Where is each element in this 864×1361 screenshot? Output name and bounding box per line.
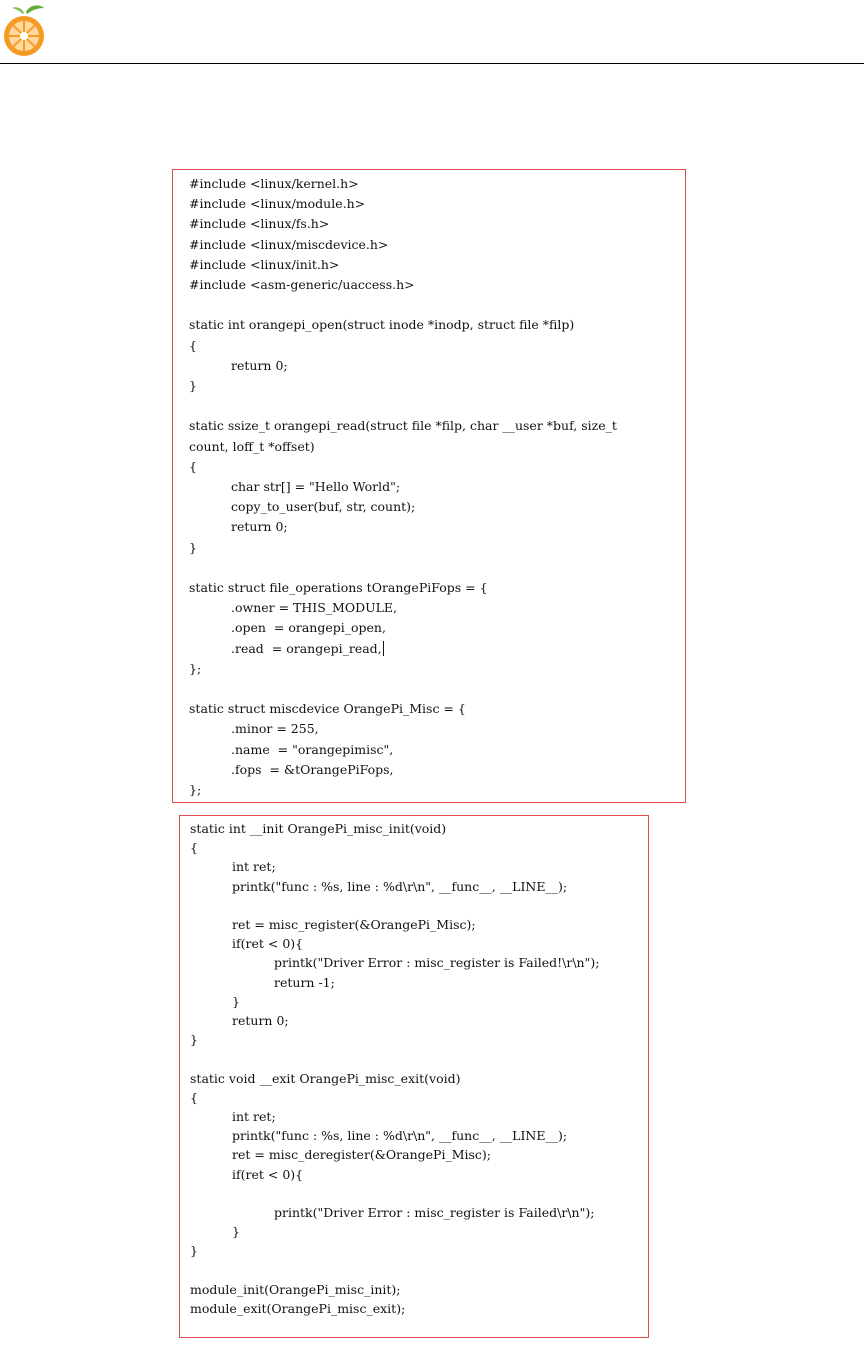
text-cursor: [383, 641, 384, 656]
code-line: module_init(OrangePi_misc_init);: [190, 1281, 401, 1297]
code-line: }: [232, 1224, 240, 1240]
code-line: static int orangepi_open(struct inode *inodp, struct file *filp): [189, 317, 575, 333]
code-line: }: [189, 539, 197, 555]
code-block-driver-fops: [172, 169, 686, 803]
code-line: }: [190, 1243, 198, 1259]
code-line: }: [189, 378, 197, 393]
code-line: }: [190, 1032, 198, 1048]
code-line: #include <asm-generic/uaccess.h>: [189, 277, 415, 292]
header-rule: [0, 63, 864, 64]
code-line: {: [189, 458, 197, 474]
code-line: static struct file_operations tOrangePiFops = {: [189, 580, 488, 595]
code-line: ret = misc_register(&OrangePi_Misc);: [232, 917, 476, 932]
code-line: int ret;: [232, 1109, 276, 1124]
code-line: copy_to_user(buf, str, count);: [231, 499, 416, 515]
code-line: .open = orangepi_open,: [231, 620, 386, 636]
code-line: int ret;: [232, 859, 276, 875]
code-line: printk("Driver Error : misc_register is Failed!\r\n");: [274, 955, 600, 971]
code-line: {: [190, 840, 198, 856]
code-line: };: [189, 660, 202, 676]
code-line: module_exit(OrangePi_misc_exit);: [190, 1301, 406, 1316]
code-line: return 0;: [231, 357, 288, 373]
code-line: }: [232, 993, 240, 1009]
code-line: {: [189, 337, 197, 353]
code-block-init-exit: [179, 815, 649, 1338]
code-line: .minor = 255,: [231, 721, 319, 737]
code-line: static int __init OrangePi_misc_init(void): [190, 821, 447, 836]
code-line: printk("func : %s, line : %d\r\n", __func__, __LINE__);: [232, 1128, 568, 1144]
code-line: count, loff_t *offset): [189, 438, 315, 454]
code-line: static ssize_t orangepi_read(struct file *filp, char __user *buf, size_t: [189, 418, 617, 434]
code-line: static struct miscdevice OrangePi_Misc = {: [189, 701, 466, 717]
code-line: static void __exit OrangePi_misc_exit(void): [190, 1070, 461, 1086]
code-line: ret = misc_deregister(&OrangePi_Misc);: [232, 1147, 492, 1163]
code-line: .owner = THIS_MODULE,: [231, 600, 398, 616]
code-line: .fops = &tOrangePiFops,: [231, 761, 394, 777]
code-line: .name = "orangepimisc",: [231, 741, 394, 757]
code-line: printk("func : %s, line : %d\r\n", __func__, __LINE__);: [232, 878, 568, 894]
code-line: if(ret < 0){: [232, 936, 304, 952]
code-line: {: [190, 1089, 198, 1105]
code-line: .read = orangepi_read,: [231, 640, 382, 656]
orange-logo-icon: [0, 2, 52, 58]
code-line: char str[] = "Hello World";: [231, 479, 401, 494]
code-line: #include <linux/module.h>: [189, 196, 366, 212]
code-line: };: [189, 782, 202, 797]
code-line: return 0;: [232, 1013, 289, 1028]
code-line: return -1;: [274, 974, 335, 990]
code-line: if(ret < 0){: [232, 1166, 304, 1182]
code-line: #include <linux/kernel.h>: [189, 176, 359, 191]
code-line: #include <linux/miscdevice.h>: [189, 236, 389, 252]
code-line: #include <linux/fs.h>: [189, 216, 330, 232]
code-line: #include <linux/init.h>: [189, 256, 340, 272]
code-line: printk("Driver Error : misc_register is Failed\r\n");: [274, 1205, 595, 1220]
code-line: return 0;: [231, 519, 288, 535]
